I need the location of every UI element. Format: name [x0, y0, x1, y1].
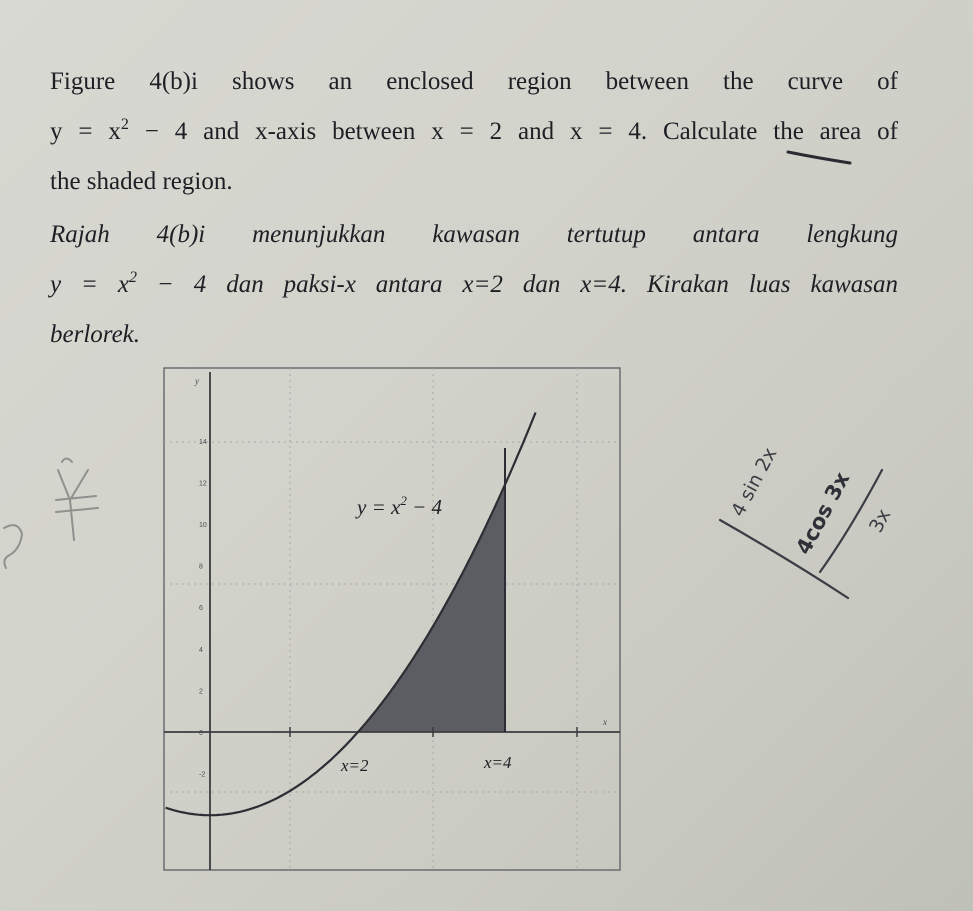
equation-lhs: y = x: [50, 118, 121, 145]
y-tick-label: 6: [199, 605, 203, 613]
margin-scribble-text: 5 ¥: [24, 548, 26, 549]
y-tick-label: 12: [199, 480, 207, 488]
equation-exponent-malay: 2: [128, 269, 137, 286]
handwritten-note-cos: 4cos 3x: [791, 468, 855, 559]
question-malay-line-1: Rajah 4(b)i menunjukkan kawasan tertutup antara lengkung: [50, 221, 898, 248]
y-tick-label: 10: [199, 522, 207, 529]
x-axis-name: x: [603, 717, 607, 727]
y-tick-label: 8: [199, 563, 203, 571]
y-tick-label: 2: [199, 688, 203, 696]
y-tick-label: -2: [199, 771, 206, 779]
y-tick-label: 0: [199, 730, 203, 737]
curve-label: $y = x^2 - 4$: [357, 493, 442, 519]
y-axis-name: y: [195, 376, 199, 386]
question-malay-line-3: berlorek.: [50, 321, 141, 348]
question-english-line-2-rest: − 4 and x-axis between x = 2 and x = 4. Calculate the area of: [128, 118, 898, 145]
x-equals-2-label: x=2: [341, 756, 369, 775]
margin-scribble: [4, 459, 98, 569]
question-malay-line-2-rest: − 4 dan paksi-x antara x=2 dan x=4. Kirakan luas kawasan: [136, 271, 898, 298]
equation-exponent: 2: [120, 116, 129, 133]
equation-lhs-malay: y = x: [50, 271, 129, 298]
question-english-line-3: the shaded region.: [50, 168, 233, 195]
x-equals-4-label: x=4: [484, 753, 512, 772]
y-tick-label: 14: [199, 438, 207, 446]
question-english-line-1: Figure 4(b)i shows an enclosed region between the curve of: [50, 68, 898, 95]
handwritten-underline: [788, 152, 850, 163]
y-tick-label: 4: [199, 646, 203, 654]
handwritten-note-sin: 4 sin 2x: [726, 444, 782, 521]
handwritten-note-denominator: 3x: [864, 505, 896, 537]
